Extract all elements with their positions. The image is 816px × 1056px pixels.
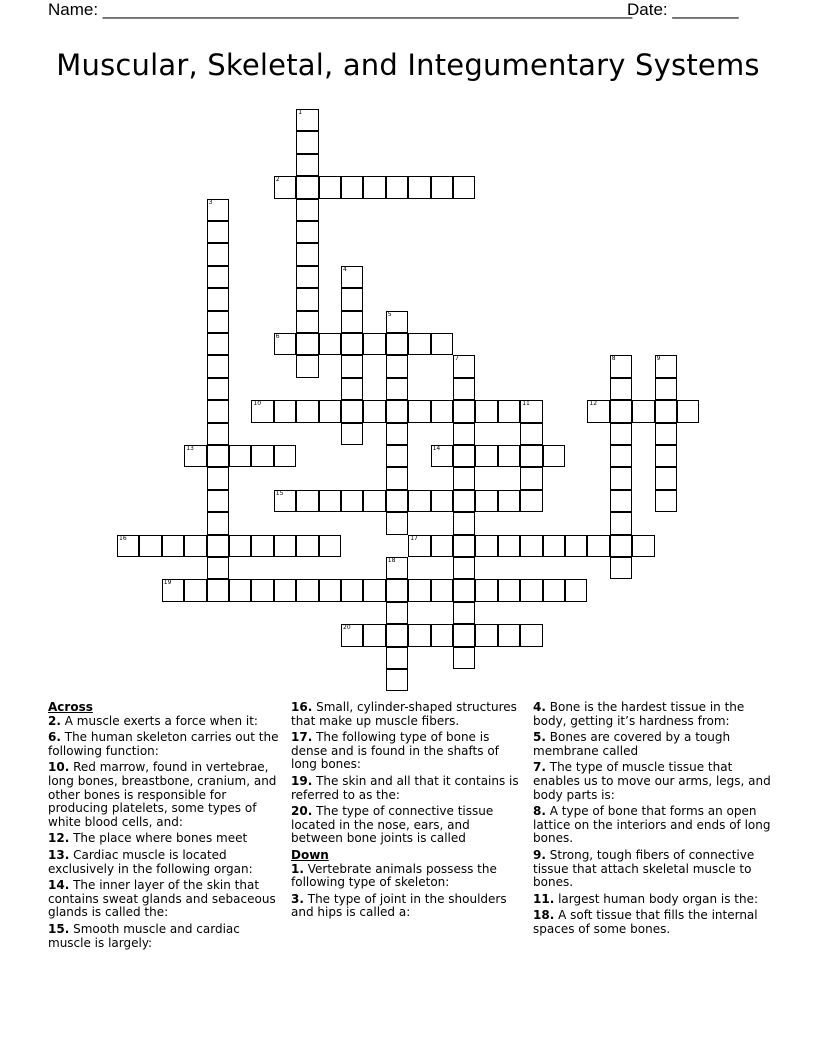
crossword-cell[interactable] (408, 400, 430, 422)
crossword-cell[interactable] (363, 490, 385, 512)
crossword-cell[interactable] (610, 400, 632, 422)
crossword-cell[interactable] (207, 445, 229, 467)
crossword-cell[interactable] (475, 579, 497, 601)
crossword-cell[interactable] (386, 445, 408, 467)
clue-across-13: 13. Cardiac muscle is located exclusively in the following organ: (48, 847, 253, 876)
crossword-cell[interactable] (207, 266, 229, 288)
crossword-cell[interactable] (610, 512, 632, 534)
crossword-cell[interactable] (543, 535, 565, 557)
crossword-cell[interactable] (543, 445, 565, 467)
crossword-cell[interactable] (610, 535, 632, 557)
down-heading: Down (291, 847, 329, 862)
crossword-cell[interactable] (632, 400, 654, 422)
crossword-cell[interactable] (386, 400, 408, 422)
date-field[interactable]: Date: _______ (627, 0, 739, 19)
clue-number: 7 (455, 355, 459, 363)
crossword-cell[interactable] (363, 624, 385, 646)
clue-number: 3 (208, 198, 213, 206)
clue-number: 8 (611, 355, 616, 363)
crossword-cell[interactable] (251, 579, 273, 601)
clue-down-4: 4. Bone is the hardest tissue in the body, getting it’s hardness from: (533, 700, 745, 728)
crossword-cell[interactable] (207, 288, 229, 310)
crossword-cell[interactable] (475, 624, 497, 646)
crossword-cell[interactable] (319, 176, 341, 198)
crossword-cell[interactable] (229, 579, 251, 601)
crossword-cell[interactable] (207, 535, 229, 557)
crossword-cell[interactable] (251, 445, 273, 467)
crossword-cell[interactable] (207, 378, 229, 400)
crossword-cell[interactable] (453, 176, 475, 198)
crossword-cell[interactable] (207, 333, 229, 355)
crossword-cell[interactable] (386, 579, 408, 601)
crossword-cell[interactable] (498, 445, 520, 467)
crossword-cell[interactable] (184, 579, 206, 601)
crossword-cell[interactable] (408, 333, 430, 355)
crossword-cell[interactable] (520, 490, 542, 512)
name-field[interactable]: Name: ________________________________________________________ (48, 0, 633, 19)
crossword-cell[interactable] (296, 333, 318, 355)
clue-number: 17 (410, 534, 418, 542)
clue-down-3: 3. The type of joint in the shoulders and hips is called a: (291, 891, 507, 920)
crossword-cell[interactable] (610, 355, 632, 377)
clue-number: 14 (432, 445, 441, 452)
crossword-cell[interactable] (207, 512, 229, 534)
crossword-cell[interactable] (341, 579, 363, 601)
crossword-cell[interactable] (139, 535, 161, 557)
crossword-cell[interactable] (386, 467, 408, 489)
crossword-cell[interactable] (296, 221, 318, 243)
crossword-cell[interactable] (475, 535, 497, 557)
crossword-cell[interactable] (296, 535, 318, 557)
crossword-cell[interactable] (251, 535, 273, 557)
crossword-cell[interactable] (386, 311, 408, 333)
crossword-cell[interactable] (453, 355, 475, 377)
crossword-cell[interactable] (453, 602, 475, 624)
crossword-cell[interactable] (363, 400, 385, 422)
clue-number: 11 (522, 400, 530, 408)
crossword-cell[interactable] (386, 378, 408, 400)
crossword-cell[interactable] (296, 355, 318, 377)
crossword-cell[interactable] (184, 535, 206, 557)
crossword-cell[interactable] (587, 535, 609, 557)
crossword-cell[interactable] (184, 445, 206, 467)
crossword-cell[interactable] (475, 400, 497, 422)
crossword-cell[interactable] (543, 579, 565, 601)
crossword-cell[interactable] (587, 400, 609, 422)
clue-down-8: 8. A type of bone that forms an open lattice on the interiors and ends of long bones. (533, 804, 771, 846)
clue-number: 20 (343, 624, 351, 632)
crossword-cell[interactable] (274, 535, 296, 557)
crossword-cell[interactable] (408, 624, 430, 646)
crossword-cell[interactable] (453, 647, 475, 669)
clue-number: 4 (343, 265, 347, 273)
crossword-cell[interactable] (431, 400, 453, 422)
crossword-cell[interactable] (341, 355, 363, 377)
crossword-cell[interactable] (319, 579, 341, 601)
crossword-cell[interactable] (386, 624, 408, 646)
crossword-cell[interactable] (341, 288, 363, 310)
clue-number: 6 (275, 333, 280, 340)
clue-down-11: 11. largest human body organ is the: (533, 891, 759, 906)
crossword-cell[interactable] (341, 400, 363, 422)
crossword-cell[interactable] (655, 490, 677, 512)
crossword-cell[interactable] (363, 333, 385, 355)
crossword-cell[interactable] (296, 266, 318, 288)
clue-down-5: 5. Bones are covered by a tough membrane called (533, 730, 731, 758)
crossword-cell[interactable] (632, 535, 654, 557)
clue-number: 1 (298, 109, 303, 116)
crossword-cell[interactable] (498, 400, 520, 422)
crossword-cell[interactable] (453, 445, 475, 467)
crossword-cell[interactable] (207, 400, 229, 422)
crossword-cell[interactable] (520, 535, 542, 557)
clue-number: 18 (387, 557, 396, 564)
crossword-cell[interactable] (207, 467, 229, 489)
clue-across-17: 17. The following type of bone is dense and is found in the shafts of long bones: (291, 730, 499, 772)
clue-across-16: 16. Small, cylinder-shaped structures that make up muscle fibers. (291, 700, 517, 728)
clue-across-2: 2. A muscle exerts a force when it: (48, 713, 258, 728)
crossword-cell[interactable] (453, 535, 475, 557)
crossword-cell[interactable] (274, 579, 296, 601)
crossword-cell[interactable] (363, 176, 385, 198)
crossword-cell[interactable] (453, 467, 475, 489)
crossword-cell[interactable] (386, 647, 408, 669)
crossword-cell[interactable] (319, 400, 341, 422)
crossword-cell[interactable] (655, 423, 677, 445)
crossword-cell[interactable] (453, 579, 475, 601)
clue-across-6: 6. The human skeleton carries out the following function: (48, 730, 279, 758)
crossword-cell[interactable] (296, 288, 318, 310)
crossword-cell[interactable] (296, 154, 318, 176)
crossword-cell[interactable] (319, 535, 341, 557)
crossword-cell[interactable] (296, 311, 318, 333)
crossword-cell[interactable] (207, 243, 229, 265)
clue-across-15: 15. Smooth muscle and cardiac muscle is largely: (48, 921, 240, 950)
crossword-cell[interactable] (610, 445, 632, 467)
crossword-cell[interactable] (386, 490, 408, 512)
clue-number: 13 (186, 445, 194, 452)
crossword-cell[interactable] (319, 333, 341, 355)
crossword-cell[interactable] (520, 445, 542, 467)
crossword-cell[interactable] (408, 535, 430, 557)
crossword-cell[interactable] (520, 423, 542, 445)
crossword-cell[interactable] (498, 579, 520, 601)
crossword-cell[interactable] (274, 445, 296, 467)
crossword-cell[interactable] (565, 535, 587, 557)
crossword-cell[interactable] (274, 176, 296, 198)
clues-column-2 (291, 701, 525, 923)
crossword-cell[interactable] (207, 355, 229, 377)
crossword-cell[interactable] (386, 423, 408, 445)
clue-number: 9 (656, 355, 661, 363)
crossword-cell[interactable] (386, 602, 408, 624)
crossword-cell[interactable] (341, 333, 363, 355)
crossword-cell[interactable] (610, 490, 632, 512)
crossword-cell[interactable] (408, 176, 430, 198)
crossword-cell[interactable] (520, 579, 542, 601)
crossword-cell[interactable] (655, 467, 677, 489)
crossword-cell[interactable] (296, 176, 318, 198)
crossword-cell[interactable] (408, 490, 430, 512)
crossword-cell[interactable] (207, 311, 229, 333)
crossword-cell[interactable] (386, 669, 408, 691)
clues-column-3 (533, 701, 773, 940)
crossword-cell[interactable] (207, 199, 229, 221)
crossword-cell[interactable] (453, 400, 475, 422)
crossword-cell[interactable] (341, 624, 363, 646)
crossword-cell[interactable] (207, 579, 229, 601)
clue-across-10: 10. Red marrow, found in vertebrae, long bones, breastbone, cranium, and other bones is responsible for producing platelets, some types of white blood cells, and: (48, 760, 277, 829)
crossword-cell[interactable] (520, 400, 542, 422)
crossword-cell[interactable] (386, 512, 408, 534)
crossword-cell[interactable] (655, 445, 677, 467)
crossword-cell[interactable] (207, 221, 229, 243)
crossword-cell[interactable] (520, 467, 542, 489)
crossword-cell[interactable] (655, 355, 677, 377)
crossword-cell[interactable] (341, 176, 363, 198)
crossword-cell[interactable] (296, 243, 318, 265)
crossword-cell[interactable] (319, 490, 341, 512)
crossword-cell[interactable] (229, 445, 251, 467)
crossword-cell[interactable] (431, 579, 453, 601)
crossword-cell[interactable] (251, 400, 273, 422)
clue-across-14: 14. The inner layer of the skin that contains sweat glands and sebaceous glands is called the: (48, 878, 276, 920)
crossword-cell[interactable] (207, 423, 229, 445)
clue-down-9: 9. Strong, tough fibers of connective tissue that attach skeletal muscle to bones. (533, 847, 755, 890)
crossword-cell[interactable] (655, 400, 677, 422)
crossword-cell[interactable] (341, 266, 363, 288)
crossword-cell[interactable] (453, 490, 475, 512)
crossword-cell[interactable] (207, 490, 229, 512)
crossword-cell[interactable] (274, 400, 296, 422)
crossword-cell[interactable] (520, 624, 542, 646)
crossword-cell[interactable] (431, 445, 453, 467)
across-heading: Across (48, 700, 93, 714)
crossword-cell[interactable] (498, 624, 520, 646)
clue-number: 10 (253, 400, 262, 408)
clue-number: 2 (275, 176, 280, 184)
crossword-cell[interactable] (296, 400, 318, 422)
crossword-cell[interactable] (610, 423, 632, 445)
crossword-cell[interactable] (610, 467, 632, 489)
crossword-cell[interactable] (341, 490, 363, 512)
crossword-cell[interactable] (386, 355, 408, 377)
crossword-cell[interactable] (453, 423, 475, 445)
crossword-cell[interactable] (453, 624, 475, 646)
crossword-cell[interactable] (610, 557, 632, 579)
crossword-cell[interactable] (386, 176, 408, 198)
crossword-cell[interactable] (431, 490, 453, 512)
crossword-cell[interactable] (610, 378, 632, 400)
crossword-cell[interactable] (453, 378, 475, 400)
crossword-cell[interactable] (229, 535, 251, 557)
clue-number: 5 (387, 310, 392, 318)
clue-number: 19 (163, 579, 172, 587)
crossword-cell[interactable] (296, 490, 318, 512)
crossword-cell[interactable] (475, 445, 497, 467)
crossword-cell[interactable] (162, 579, 184, 601)
crossword-cell[interactable] (296, 131, 318, 153)
clue-down-18: 18. A soft tissue that fills the internal spaces of some bones. (533, 908, 758, 936)
crossword-cell[interactable] (565, 579, 587, 601)
clue-down-1: 1. Vertebrate animals possess the following type of skeleton: (291, 861, 497, 890)
clue-number: 16 (119, 534, 127, 542)
crossword-cell[interactable] (431, 333, 453, 355)
crossword-cell[interactable] (498, 535, 520, 557)
crossword-cell[interactable] (341, 311, 363, 333)
crossword-cell[interactable] (341, 378, 363, 400)
crossword-cell[interactable] (274, 490, 296, 512)
crossword-cell[interactable] (655, 378, 677, 400)
clue-across-19: 19. The skin and all that it contains is referred to as the: (291, 773, 519, 802)
crossword-cell[interactable] (341, 423, 363, 445)
crossword-cell[interactable] (431, 176, 453, 198)
clue-across-12: 12. The place where bones meet (48, 831, 248, 846)
crossword-cell[interactable] (408, 579, 430, 601)
clue-number: 12 (589, 400, 598, 408)
crossword-cell[interactable] (296, 579, 318, 601)
crossword-cell[interactable] (386, 557, 408, 579)
crossword-cell[interactable] (431, 535, 453, 557)
crossword-cell[interactable] (296, 109, 318, 131)
crossword-cell[interactable] (677, 400, 699, 422)
crossword-cell[interactable] (296, 199, 318, 221)
clue-down-7: 7. The type of muscle tissue that enables us to move our arms, legs, and body parts is: (533, 760, 771, 802)
crossword-cell[interactable] (475, 490, 497, 512)
crossword-cell[interactable] (207, 557, 229, 579)
crossword-cell[interactable] (453, 512, 475, 534)
crossword-cell[interactable] (431, 624, 453, 646)
crossword-cell[interactable] (117, 535, 139, 557)
crossword-cell[interactable] (498, 490, 520, 512)
clues-column-1 (48, 701, 284, 953)
clue-number: 15 (275, 489, 284, 497)
page-title: Muscular, Skeletal, and Integumentary Systems (56, 48, 760, 82)
crossword-cell[interactable] (274, 333, 296, 355)
crossword-cell[interactable] (162, 535, 184, 557)
crossword-cell[interactable] (363, 579, 385, 601)
crossword-cell[interactable] (453, 557, 475, 579)
crossword-cell[interactable] (386, 333, 408, 355)
clue-across-20: 20. The type of connective tissue located in the nose, ears, and between bone joints is called (291, 804, 494, 846)
